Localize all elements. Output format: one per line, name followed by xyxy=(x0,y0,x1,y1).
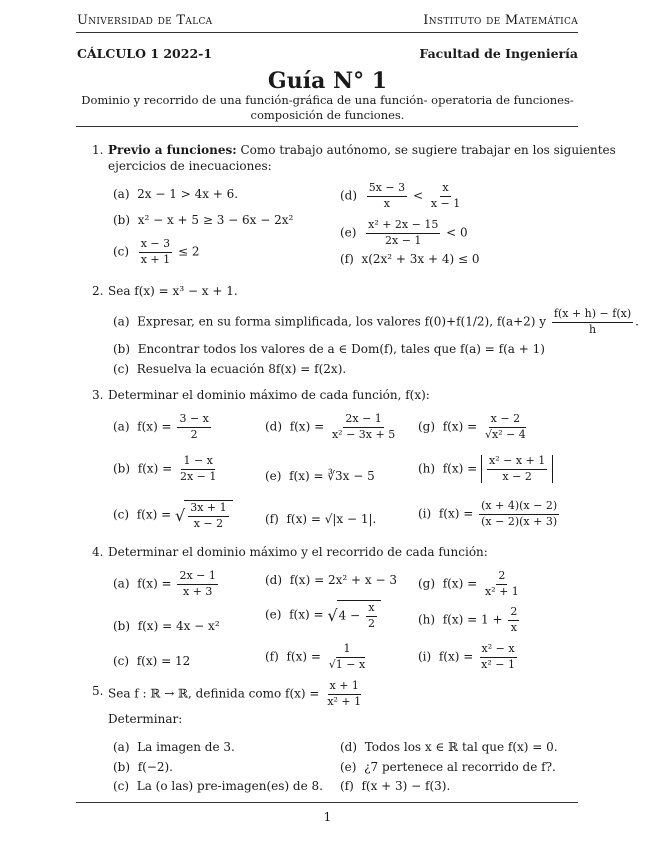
label: (c) xyxy=(113,362,130,376)
fraction xyxy=(178,455,218,483)
p1-e-tail: < 0 xyxy=(446,225,468,240)
radical-sign: √ xyxy=(328,657,336,671)
numerator: x² − x xyxy=(480,643,517,658)
denominator: x − 2 xyxy=(502,469,532,483)
denominator: x xyxy=(383,196,390,210)
p3-item-b xyxy=(113,455,220,483)
label: (i) xyxy=(418,649,432,664)
problem-2-intro: Sea f(x) = x³ − x + 1. xyxy=(108,284,238,298)
p2-item-a xyxy=(113,308,639,336)
course-name: CÁLCULO 1 2022-1 xyxy=(77,46,213,61)
label: (h) xyxy=(418,461,436,476)
p1-a-expr: 2x − 1 > 4x + 6. xyxy=(137,187,239,201)
denominator: (x − 2)(x + 3) xyxy=(481,514,558,528)
fx: f(x) = xyxy=(136,507,172,522)
label: (d) xyxy=(265,573,283,587)
radicand xyxy=(337,600,381,630)
numerator: 1 xyxy=(341,643,352,658)
denominator: x² − 1 xyxy=(481,657,515,671)
p5-d-text: Todos los x ∈ ℝ tal que f(x) = 0. xyxy=(364,740,558,754)
p5-intro-text: Sea f : ℝ → ℝ, definida como f(x) = xyxy=(108,686,320,701)
label: (e) xyxy=(265,607,282,622)
p2-item-b xyxy=(113,342,545,356)
p5-item-a xyxy=(113,740,235,754)
problem-1-statement xyxy=(108,143,616,157)
absolute-value xyxy=(481,455,553,483)
p4-item-b xyxy=(113,619,220,633)
label: (e) xyxy=(340,225,357,240)
p4-b-expr: 4x − x² xyxy=(175,619,220,633)
label: (d) xyxy=(340,740,358,754)
fx: f(x) = xyxy=(438,649,474,664)
fx: f(x) = xyxy=(137,419,172,434)
fraction xyxy=(188,502,228,530)
numerator: 5x − 3 xyxy=(367,182,407,197)
p5-item-d xyxy=(340,740,558,754)
problem-1-text-2: ejercicios de inecuaciones: xyxy=(108,159,272,173)
p4-item-a xyxy=(113,570,220,598)
fraction xyxy=(367,182,407,210)
fraction xyxy=(479,500,559,528)
p4-item-i xyxy=(418,643,519,671)
label: (b) xyxy=(113,619,131,633)
problem-5-number: 5. xyxy=(92,684,104,698)
problem-5-determinar: Determinar: xyxy=(108,712,183,726)
numerator: f(x + h) − f(x) xyxy=(552,308,633,323)
label: (f) xyxy=(340,779,354,793)
p3-item-e xyxy=(265,469,375,483)
label: (a) xyxy=(113,576,130,591)
denominator: x + 1 xyxy=(140,252,171,266)
label: (d) xyxy=(265,419,283,434)
numerator: x − 2 xyxy=(489,413,522,428)
label: (b) xyxy=(113,213,131,227)
problem-1-number: 1. xyxy=(92,143,104,157)
fraction xyxy=(487,455,547,483)
fx: f(x) = xyxy=(137,461,173,476)
p1-f-expr: x(2x² + 3x + 4) ≤ 0 xyxy=(361,252,480,266)
fraction xyxy=(483,570,521,598)
p1-item-a xyxy=(113,187,238,201)
p4-item-f xyxy=(265,643,369,671)
label: (c) xyxy=(113,244,130,259)
subtitle-line-1: Dominio y recorrido de una función-gráfica de una función- operatoria de funciones- xyxy=(81,93,574,107)
p5-c-text: La (o las) pre-imagen(es) de 8. xyxy=(136,779,323,793)
university-name: Universidad de Talca xyxy=(77,13,213,28)
numerator: 2x − 1 xyxy=(177,570,217,585)
operator: < xyxy=(412,188,423,203)
fx: f(x) = xyxy=(442,612,478,627)
label: (d) xyxy=(340,188,358,203)
denominator: x² + 1 xyxy=(484,584,519,598)
p3-item-i xyxy=(418,500,561,528)
p3-f-expr: √|x − 1|. xyxy=(324,512,377,526)
p4-item-h xyxy=(418,606,521,634)
label: (a) xyxy=(113,187,130,201)
radicand: x² − 4 xyxy=(491,427,526,441)
numerator: x xyxy=(366,602,376,617)
numerator: 1 − x xyxy=(181,455,214,470)
p4-c-expr: 12 xyxy=(175,654,191,668)
label: (i) xyxy=(418,506,432,521)
denominator: 2 xyxy=(367,616,375,630)
p2-c-text: Resuelva la ecuación 8f(x) = f(2x). xyxy=(136,362,347,376)
label: (e) xyxy=(340,760,357,774)
faculty-name: Facultad de Ingeniería xyxy=(419,46,578,61)
p4-item-c xyxy=(113,654,190,668)
problem-3-number: 3. xyxy=(92,388,104,402)
label: (g) xyxy=(418,576,436,591)
fraction xyxy=(483,413,528,441)
fraction xyxy=(552,308,633,336)
problem-4-number: 4. xyxy=(92,545,104,559)
p3-item-h xyxy=(418,455,553,483)
numerator: 2 xyxy=(496,570,507,585)
p3-item-a xyxy=(113,413,213,441)
fx: f(x) = xyxy=(137,619,173,633)
radical-sign: √ xyxy=(175,505,186,525)
fraction xyxy=(330,413,397,441)
label: (c) xyxy=(113,654,130,668)
p1-item-e xyxy=(340,219,468,247)
p2-a-tail: . xyxy=(635,314,639,329)
fx: f(x) = xyxy=(438,506,474,521)
p5-b-text: f(−2). xyxy=(137,760,173,774)
radical-sign: √ xyxy=(327,605,338,625)
label: (h) xyxy=(418,612,436,627)
p3-item-g xyxy=(418,413,530,441)
radicand xyxy=(184,500,232,530)
denominator: x + 3 xyxy=(182,584,213,598)
label: (c) xyxy=(113,779,130,793)
p1-item-c xyxy=(113,238,200,266)
label: (b) xyxy=(113,461,131,476)
fx: f(x) = xyxy=(442,461,478,476)
label: (f) xyxy=(340,252,354,266)
label: (a) xyxy=(113,314,130,329)
fx: f(x) = xyxy=(136,654,172,668)
numerator: (x + 4)(x − 2) xyxy=(479,500,559,515)
denominator: 2 xyxy=(190,427,198,441)
label: (a) xyxy=(113,740,130,754)
problem-2-number: 2. xyxy=(92,284,104,298)
numerator: x − 3 xyxy=(139,238,172,253)
numerator: x xyxy=(440,182,450,197)
denominator xyxy=(327,658,367,672)
label: (f) xyxy=(265,512,279,526)
denominator: h xyxy=(588,322,597,336)
problem-3-intro: Determinar el dominio máximo de cada función, f(x): xyxy=(108,388,430,402)
p4-d-expr: 2x² + x − 3 xyxy=(327,573,397,587)
fraction xyxy=(429,182,462,210)
p5-item-e xyxy=(340,760,556,774)
denominator xyxy=(483,428,528,442)
radical-sign: √ xyxy=(484,427,492,441)
denominator: x − 1 xyxy=(430,196,461,210)
fraction xyxy=(366,602,377,630)
denominator: 2x − 1 xyxy=(385,233,422,247)
label: (b) xyxy=(113,342,131,356)
denominator: 2x − 1 xyxy=(179,469,217,483)
p5-e-text: ¿7 pertenece al recorrido de f?. xyxy=(364,760,556,774)
label: (g) xyxy=(418,419,436,434)
p4-e-pre: 4 − xyxy=(338,608,361,623)
fraction xyxy=(177,570,217,598)
fx: f(x) = xyxy=(289,419,325,434)
p1-item-b xyxy=(113,213,293,227)
p3-item-c xyxy=(113,500,233,530)
p4-item-d xyxy=(265,573,397,587)
numerator: x² + 2x − 15 xyxy=(366,219,440,234)
fx: f(x) = xyxy=(286,649,321,664)
fraction xyxy=(508,606,519,634)
p5-item-c xyxy=(113,779,323,793)
problem-4-intro: Determinar el dominio máximo y el recorrido de cada función: xyxy=(108,545,488,559)
numerator: 2x − 1 xyxy=(343,413,383,428)
p3-item-f xyxy=(265,512,376,526)
fraction xyxy=(479,643,517,671)
header-rule xyxy=(76,32,578,33)
fx: f(x) = xyxy=(289,573,325,587)
footer-rule xyxy=(76,802,578,803)
fraction xyxy=(177,413,210,441)
fx: f(x) = xyxy=(442,576,478,591)
fraction xyxy=(139,238,172,266)
p2-b-text: Encontrar todos los valores de a ∈ Dom(f), tales que f(a) = f(a + 1) xyxy=(137,342,545,356)
numerator: 3 − x xyxy=(177,413,210,428)
label: (c) xyxy=(113,507,130,522)
fx: f(x) = xyxy=(137,576,172,591)
denominator: x² − 3x + 5 xyxy=(331,427,396,441)
radicand: 1 − x xyxy=(335,657,366,671)
p1-item-d xyxy=(340,182,464,210)
label: (e) xyxy=(265,469,282,483)
numerator: 2 xyxy=(508,606,519,621)
fraction xyxy=(366,219,440,247)
numerator: x² − x + 1 xyxy=(487,455,547,470)
page-number: 1 xyxy=(323,810,332,824)
p5-a-text: La imagen de 3. xyxy=(137,740,235,754)
institute-name: Instituto de Matemática xyxy=(423,13,578,28)
p1-c-tail: ≤ 2 xyxy=(177,244,200,259)
denominator: x² + 1 xyxy=(327,694,362,708)
denominator: x xyxy=(510,620,517,634)
p5-f-text: f(x + 3) − f(3). xyxy=(361,779,451,793)
label: (b) xyxy=(113,760,131,774)
p3-e-expr: ∛3x − 5 xyxy=(327,469,375,483)
fx: f(x) = xyxy=(289,469,324,483)
p4-item-g xyxy=(418,570,523,598)
problem-1-text: Como trabajo autónomo, se sugiere trabajar en los siguientes xyxy=(240,143,616,157)
p1-b-expr: x² − x + 5 ≥ 3 − 6x − 2x² xyxy=(137,213,294,227)
denominator: x − 2 xyxy=(193,516,224,530)
fraction xyxy=(325,680,363,708)
p2-item-c xyxy=(113,362,346,376)
numerator: x + 1 xyxy=(328,680,361,695)
label: (f) xyxy=(265,649,279,664)
fx: f(x) = xyxy=(286,512,321,526)
fx: f(x) = xyxy=(442,419,478,434)
problem-5-intro xyxy=(108,680,365,708)
numerator: 3x + 1 xyxy=(188,502,228,517)
p5-item-b xyxy=(113,760,173,774)
p4-item-e xyxy=(265,600,381,630)
subtitle-line-2: composición de funciones. xyxy=(250,108,405,122)
p2-a-text: Expresar, en su forma simplificada, los valores f(0)+f(1/2), f(a+2) y xyxy=(137,314,547,329)
problem-1-heading: Previo a funciones: xyxy=(108,143,237,157)
p1-item-f xyxy=(340,252,480,266)
label: (a) xyxy=(113,419,130,434)
p5-item-f xyxy=(340,779,450,793)
fx: f(x) = xyxy=(289,607,324,622)
fraction xyxy=(327,643,367,671)
page-title: Guía N° 1 xyxy=(267,68,388,94)
p3-item-d xyxy=(265,413,399,441)
p4-h-pre: 1 + xyxy=(481,612,503,627)
title-rule xyxy=(76,126,578,127)
